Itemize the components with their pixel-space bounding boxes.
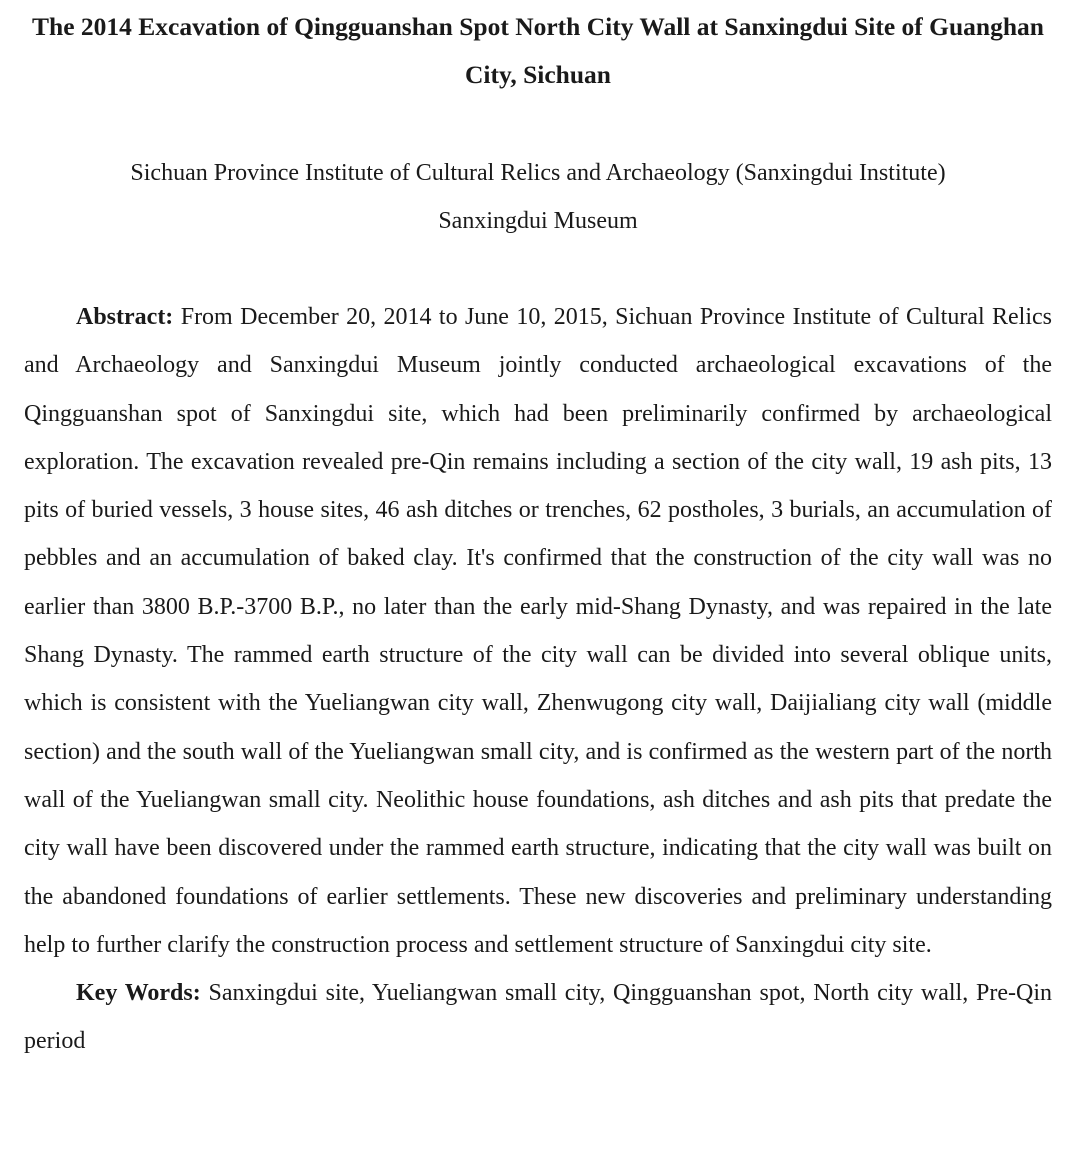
paper-title: The 2014 Excavation of Qingguanshan Spot North City Wall at Sanxingdui Site of Guanghan City, Sichuan [32,12,1044,89]
abstract-paragraph [24,293,1052,969]
author-affiliation-1: Sichuan Province Institute of Cultural Relics and Archaeology (Sanxingdui Institute) [130,160,946,186]
keywords-paragraph [24,969,1052,1066]
abstract-label: Abstract: [76,304,174,330]
author-affiliations [24,149,1052,245]
keywords-text: Sanxingdui site, Yueliangwan small city, Qingguanshan spot, North city wall, Pre-Qin period [24,980,1052,1055]
author-affiliation-2: Sanxingdui Museum [438,208,638,234]
keywords-label: Key Words: [76,980,201,1007]
abstract-text: From December 20, 2014 to June 10, 2015, Sichuan Province Institute of Cultural Relics and Archaeology and Sanxingdui Museum jointly conducted archaeological excavations of the Qingguanshan spot of Sanxingdui site, which had been preliminarily confirmed by archaeological exploration. The excavation revealed pre-Qin remains including a section of the city wall, 19 ash pits, 13 pits of buried vessels, 3 house sites, 46 ash ditches or trenches, 62 postholes, 3 burials, an accumulation of pebbles and an accumulation of baked clay. It's confirmed that the construction of the city wall was no earlier than 3800 B.P.-3700 B.P., no later than the early mid-Shang Dynasty, and was repaired in the late Shang Dynasty. The rammed earth structure of the city wall can be divided into several oblique units, which is consistent with the Yueliangwan city wall, Zhenwugong city wall, Daijialiang city wall (middle section) and the south wall of the Yueliangwan small city, and is confirmed as the western part of the north wall of the Yueliangwan small city. Neolithic house foundations, ash ditches and ash pits that predate the city wall have been discovered under the rammed earth structure, indicating that the city wall was built on the abandoned foundations of earlier settlements. These new discoveries and preliminary understanding help to further clarify the construction process and settlement structure of Sanxingdui city site. [24,304,1053,958]
